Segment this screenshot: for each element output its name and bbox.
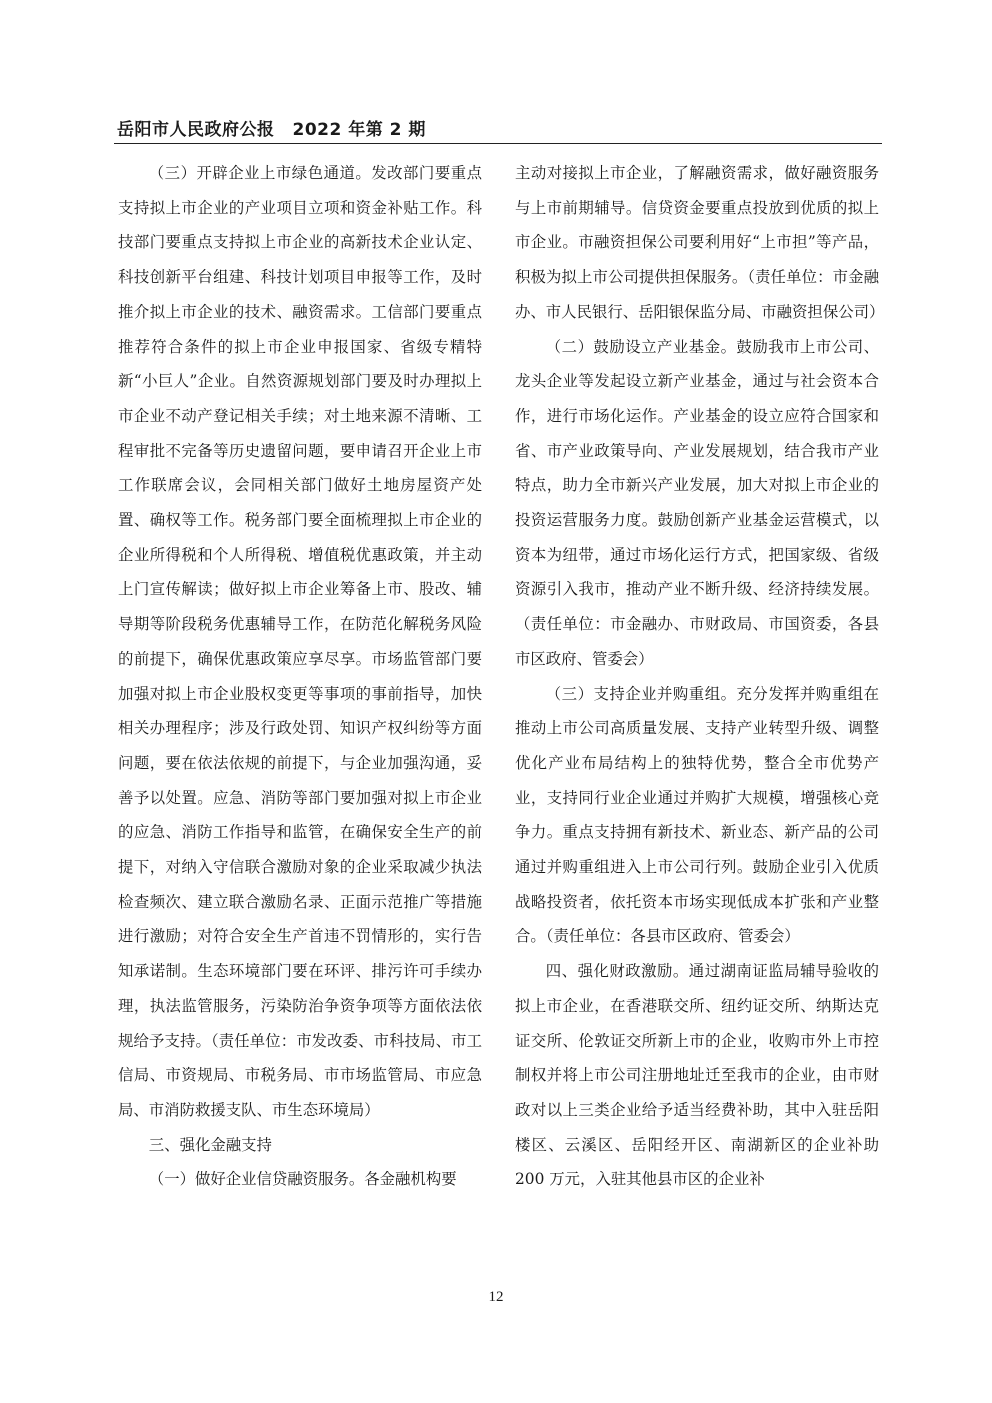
page-header [117,120,877,140]
issue-number: 2022 年第 2 期 [292,120,426,140]
right-paragraph-4: 四、强化财政激励。通过湖南证监局辅导验收的拟上市企业，在香港联交所、纽约证交所、纳斯达克证交所、伦敦证交所新上市的企业，收购市外上市控制权并将上市公司注册地址迁至我市的企业，由市财政对以上三类企业给予适当经费补助，其中入驻岳阳楼区、云溪区、岳阳经开区、南湖新区的企业补助 200 万元，入驻其他县市区的企业补 [515,962,879,1189]
page-number: 12 [488,1289,504,1305]
section-heading-3: 三、强化金融支持 [148,1135,272,1154]
left-paragraph-1: （三）开辟企业上市绿色通道。发改部门要重点支持拟上市企业的产业项目立项和资金补贴工作。科技部门要重点支持拟上市企业的高新技术企业认定、科技创新平台组建、科技计划项目申报等工作，及时推介拟上市企业的技术、融资需求。工信部门要重点推荐符合条件的拟上市企业申报国家、省级专精特新“小巨人”企业。自然资源规划部门要及时办理拟上市企业不动产登记相关手续；对土地来源不清晰、工程审批不完备等历史遗留问题，要申请召开企业上市工作联席会议，会同相关部门做好土地房屋资产处置、确权等工作。税务部门要全面梳理拟上市企业的企业所得税和个人所得税、增值税优惠政策，并主动上门宣传解读；做好拟上市企业筹备上市、股改、辅导期等阶段税务优惠辅导工作，在防范化解税务风险的前提下，确保优惠政策应享尽享。市场监管部门要加强对拟上市企业股权变更等事项的事前指导，加快相关办理程序；涉及行政处罚、知识产权纠纷等方面问题，要在依法依规的前提下，与企业加强沟通，妥善予以处置。应急、消防等部门要加强对拟上市企业的应急、消防工作指导和监管，在确保安全生产的前提下，对纳入守信联合激励对象的企业采取减少执法检查频次、建立联合激励名录、正面示范推广等措施进行激励；对符合安全生产首违不罚情形的，实行告知承诺制。生态环境部门要在环评、排污许可手续办理，执法监管服务，污染防治争资争项等方面依法依规给予支持。（责任单位：市发改委、市科技局、市工信局、市资规局、市税务局、市市场监管局、市应急局、市消防救援支队、市生态环境局） [118,164,482,1119]
left-column [118,156,482,1197]
right-paragraph-3: （三）支持企业并购重组。充分发挥并购重组在推动上市公司高质量发展、支持产业转型升级、调整优化产业布局结构上的独特优势，整合全市优势产业，支持同行业企业通过并购扩大规模，增强核心竞争力。重点支持拥有新技术、新业态、新产品的公司通过并购重组进入上市公司行列。鼓励企业引入优质战略投资者，依托资本市场实现低成本扩张和产业整合。（责任单位：各县市区政府、管委会） [515,684,879,946]
header-rule [114,143,882,144]
left-paragraph-2: （一）做好企业信贷融资服务。各金融机构要 [148,1170,457,1189]
right-paragraph-2: （二）鼓励设立产业基金。鼓励我市上市公司、龙头企业等发起设立新产业基金，通过与社会资本合作，进行市场化运作。产业基金的设立应符合国家和省、市产业政策导向、产业发展规划，结合我市产业特点，助力全市新兴产业发展，加大对拟上市企业的投资运营服务力度。鼓励创新产业基金运营模式，以资本为纽带，通过市场化运行方式，把国家级、省级资源引入我市，推动产业不断升级、经济持续发展。（责任单位：市金融办、市财政局、市国资委，各县市区政府、管委会） [515,337,879,668]
right-paragraph-1: 主动对接拟上市企业，了解融资需求，做好融资服务与上市前期辅导。信贷资金要重点投放到优质的拟上市企业。市融资担保公司要利用好“上市担”等产品，积极为拟上市公司提供担保服务。（责任单位：市金融办、市人民银行、岳阳银保监分局、市融资担保公司） [515,164,885,321]
gazette-title: 岳阳市人民政府公报 [117,120,275,140]
right-column [515,156,885,1197]
